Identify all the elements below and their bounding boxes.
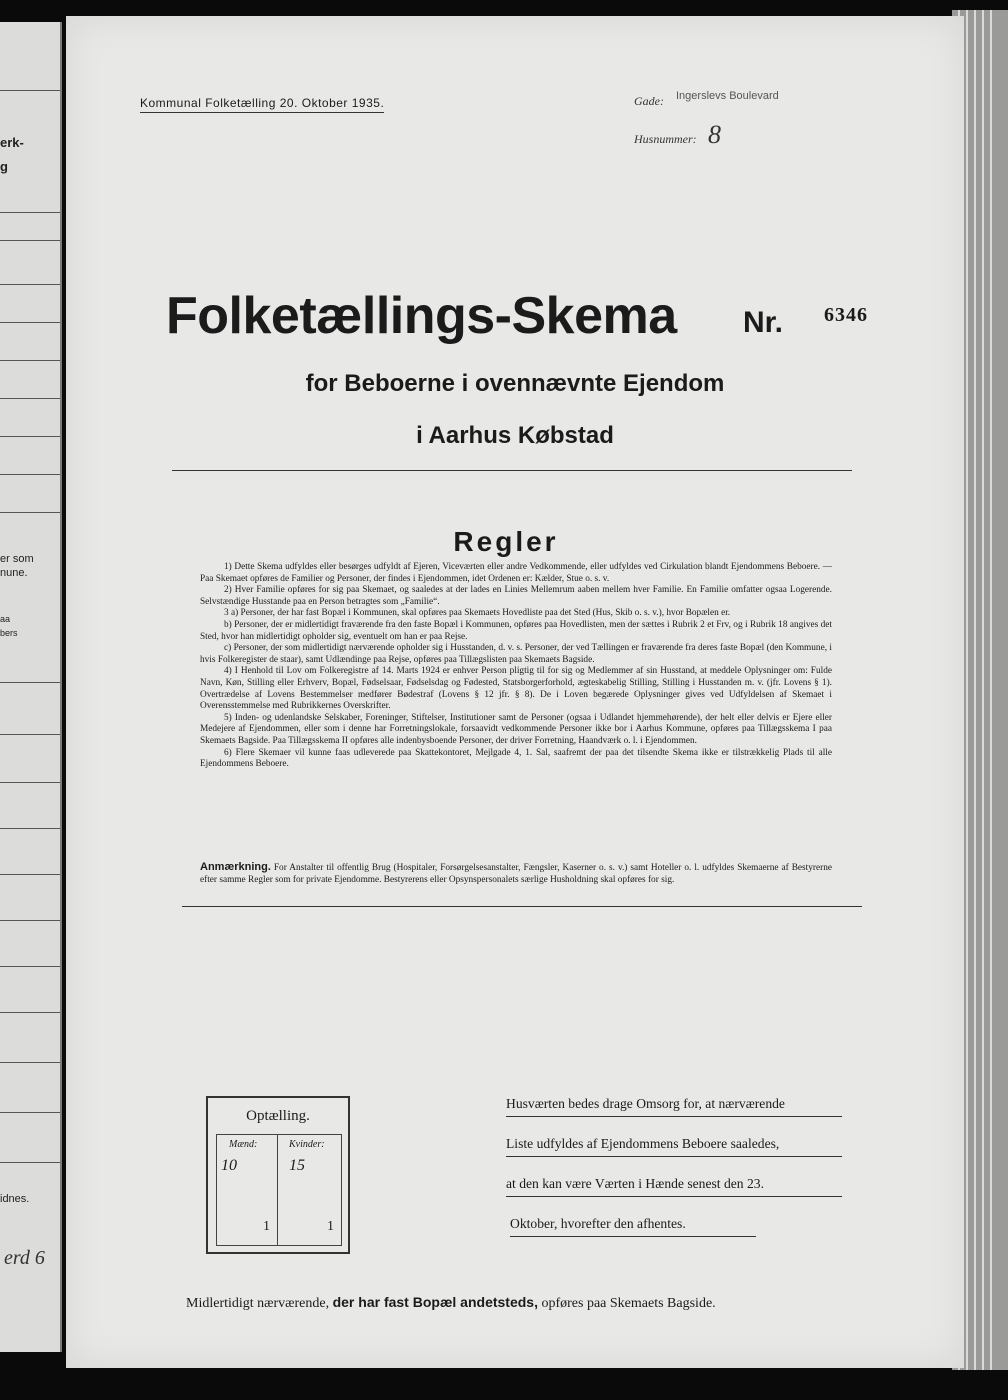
left-rule: [0, 734, 60, 735]
count-divider: [277, 1135, 278, 1245]
left-page-fragment: [0, 22, 62, 1352]
house-number-label: Husnummer:: [634, 132, 697, 146]
house-number-value: 8: [708, 120, 721, 149]
left-rule: [0, 966, 60, 967]
left-rule: [0, 782, 60, 783]
left-fragment: erk-: [0, 135, 24, 150]
note: [200, 862, 832, 886]
rule-paragraph: 4) I Henhold til Lov om Folkeregistre af 14. Marts 1924 er enhver Person pligtig til for sig og Medlemmer af sin Husstand, at meddele Oplysninger om: Fulde Navn, Køn, Stilling eller Erhverv, Bopæl, Fødselsaar, Fødselsdag og Fødested, Statsborgerforhold, ægteskabelig Stilling, Stilling i Husstanden m. v. (jfr. Lovens § 1). Overtrædelse af Lovens Bestemmelser medfører Bødestraf (Lovens § 12 jfr. § 8). De i Loven begærede Oplysninger gives ved Udfyldelsen af Skemaet i Overensstemmelse med Rubrikkernes Overskrifter.: [200, 666, 832, 712]
left-rule: [0, 360, 60, 361]
notice-line: at den kan være Værten i Hænde senest den 23.: [506, 1176, 842, 1197]
divider: [172, 470, 852, 471]
form-subtitle: for Beboerne i ovennævnte Ejendom: [305, 370, 725, 397]
left-fragment: idnes.: [0, 1193, 30, 1205]
left-rule: [0, 474, 60, 475]
left-rule: [0, 322, 60, 323]
left-rule: [0, 828, 60, 829]
women-label: Kvinder:: [289, 1139, 325, 1150]
landlord-notice: [506, 1096, 842, 1256]
page-edge: [966, 10, 968, 1370]
men-label: Mænd:: [229, 1139, 258, 1150]
count-box: [206, 1096, 350, 1254]
rule-paragraph: 1) Dette Skema udfyldes eller besørges udfyldt af Ejeren, Viceværten eller andre Vedkommende, eller udfyldes ved Cirkulation blandt Ejendommens Beboere. — Paa Skemaet opføres de Familier og Personer, der findes i Ejendommen, idet Ordenen er: Kælder, Stue o. s. v.: [200, 562, 832, 584]
rule-paragraph: 3 a) Personer, der har fast Bopæl i Kommunen, skal opføres paa Skemaets Hovedliste paa det Sted (Hus, Skib o. s. v.), hvor Bopælen er.: [224, 608, 731, 619]
page-edge: [974, 10, 976, 1370]
form-title: Folketællings-Skema: [166, 287, 677, 345]
street-value: Ingerslevs Boulevard: [676, 90, 779, 102]
rules-text: [200, 562, 832, 771]
women-value: 15: [289, 1157, 305, 1174]
footer-instruction: [186, 1294, 716, 1312]
left-fragment: aa: [0, 614, 11, 624]
footer-part: Midlertidigt nærværende,: [186, 1296, 330, 1311]
notice-line: Oktober, hvorefter den afhentes.: [510, 1216, 756, 1237]
rule-paragraph: 2) Hver Familie opføres for sig paa Skemaet, og saaledes at der lades en Linies Mellemrum aaben mellem hver Familie. En Familie omfatter ogsaa Logerende. Selvstændige Husstande paa en Person betragtes som „Familie“.: [200, 585, 832, 607]
left-fragment: er som: [0, 553, 34, 565]
left-rule: [0, 1062, 60, 1063]
left-rule: [0, 682, 60, 683]
form-number-value: 6346: [824, 304, 868, 326]
form-subtitle-city: i Aarhus Købstad: [416, 422, 614, 449]
page-edge: [982, 10, 984, 1370]
rule-paragraph: 5) Inden- og udenlandske Selskaber, Foreninger, Stiftelser, Institutioner samt de Personer (ogsaa i Udlandet hjemmehørende), der helt eller delvis er Ejere eller Medejere af Ejendommen, eller som i denne har Forretningslokale, forsaavidt vedkommende Personer ikke bor i Aarhus Kommune, opføres paa Tillægsskema I paa Skemaets Bagside. Paa Tillægsskema II opføres alle indenbysboende Personer, der driver Forretning, Haandværk o. l. i Ejendommen.: [200, 712, 832, 746]
left-rule: [0, 436, 60, 437]
form-number-label: Nr.: [743, 306, 784, 339]
note-lead: Anmærkning.: [200, 861, 271, 873]
footer-part: opføres paa Skemaets Bagside.: [541, 1296, 716, 1311]
left-rule: [0, 90, 60, 91]
left-rule: [0, 284, 60, 285]
census-form-page: [66, 16, 964, 1368]
street-label: Gade:: [634, 94, 664, 108]
divider: [182, 906, 862, 907]
left-rule: [0, 1162, 60, 1163]
rules-heading: Regler: [453, 526, 559, 557]
left-fragment: nune.: [0, 567, 28, 579]
men-value: 10: [221, 1157, 237, 1174]
rule-paragraph: 6) Flere Skemaer vil kunne faas udleverede paa Skattekontoret, Mejlgade 4, 1. Sal, saafremt der paa det tilsendte Skema ikke er tilstrækkelig Plads til alle Ejendommens Beboere.: [200, 747, 832, 770]
men-tick: 1: [263, 1219, 270, 1234]
left-rule: [0, 240, 60, 241]
left-rule: [0, 920, 60, 921]
left-fragment: g: [0, 159, 8, 174]
left-rule: [0, 398, 60, 399]
notice-line: Husværten bedes drage Omsorg for, at nærværende: [506, 1096, 842, 1117]
rule-paragraph: b) Personer, der er midlertidigt fraværende fra den faste Bopæl i Kommunen, opføres paa Hovedlisten, men der sættes i Rubrik 2 et Frv, og i Rubrik 18 angives det Sted, hvor han midlertidigt opholder sig, eventuelt om han er paa Rejse.: [200, 619, 832, 642]
left-fragment: bers: [0, 628, 18, 638]
women-tick: 1: [327, 1219, 334, 1234]
left-rule: [0, 512, 60, 513]
count-title: Optælling.: [246, 1108, 310, 1124]
count-table: [216, 1134, 342, 1246]
left-rule: [0, 1112, 60, 1113]
left-rule: [0, 1012, 60, 1013]
left-handwriting: erd 6: [4, 1247, 45, 1269]
rule-paragraph: c) Personer, der som midlertidigt nærværende opholder sig i Husstanden, d. v. s. Personer, der ved Tællingen er fraværende fra deres faste Bopæl (den Kommune, i hvis Folkeregister de staar), samt Udlændinge paa Rejse, opføres paa Tillægslisten paa Skemaets Bagside.: [200, 643, 832, 665]
left-rule: [0, 874, 60, 875]
page-edge: [990, 10, 992, 1370]
footer-part-bold: der har fast Bopæl andetsteds,: [332, 1294, 538, 1310]
note-text: For Anstalter til offentlig Brug (Hospitaler, Forsørgelsesanstalter, Fængsler, Kaserner o. s. v.) samt Hoteller o. l. udfyldes Skemaerne af Bestyrerne efter samme Regler som for private Ejendomme. Bestyrerens eller Opsynspersonalets særlige Husholdning skal opføres for sig.: [200, 863, 832, 885]
census-header: Kommunal Folketælling 20. Oktober 1935.: [140, 96, 384, 113]
notice-line: Liste udfyldes af Ejendommens Beboere saaledes,: [506, 1136, 842, 1157]
left-rule: [0, 212, 60, 213]
